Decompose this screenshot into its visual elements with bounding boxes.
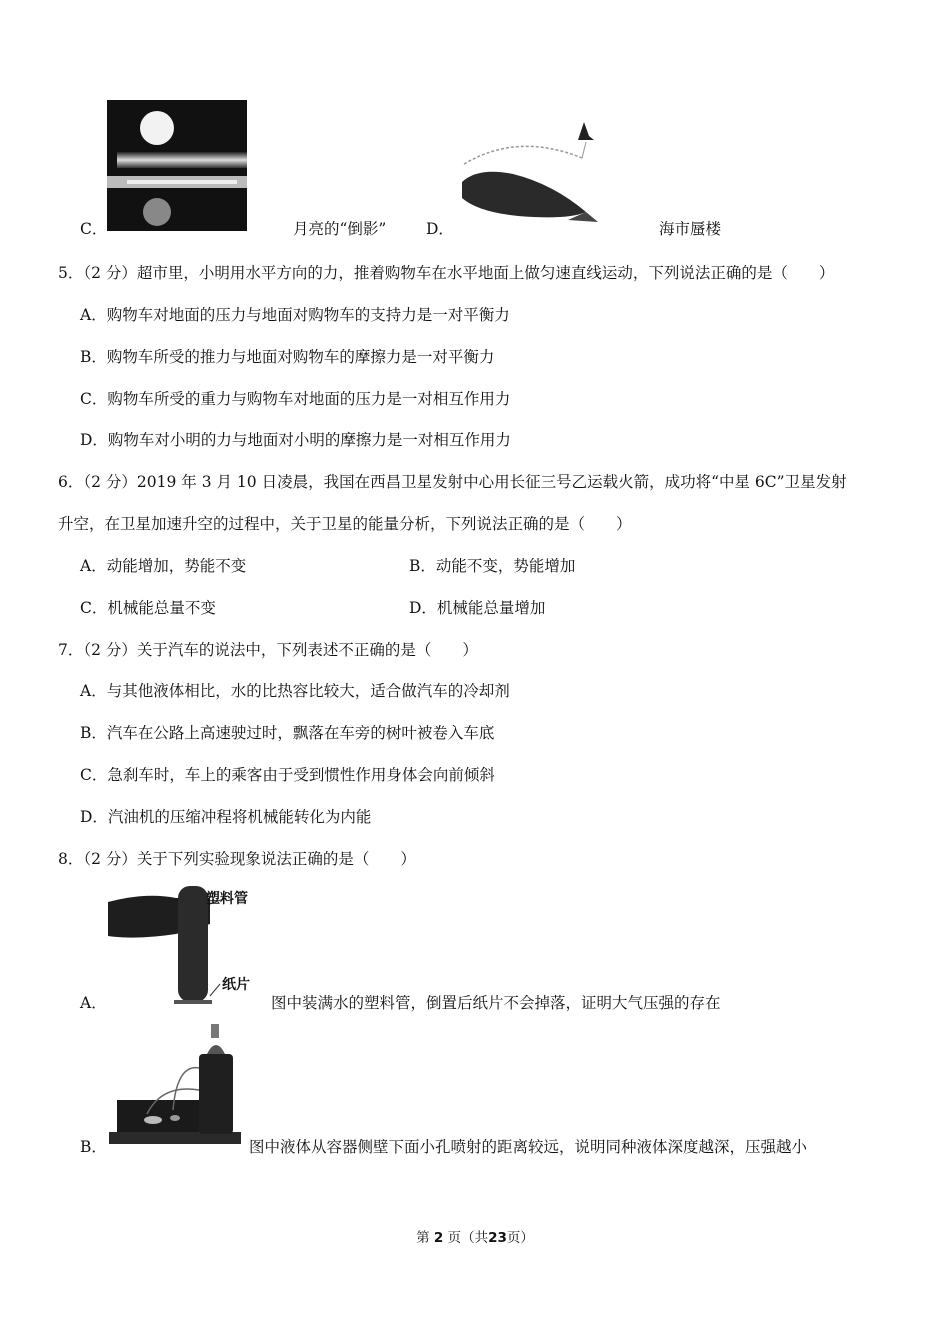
footer-mid: 页（共 [447, 1230, 489, 1246]
q7-option-c: C．急刹车时，车上的乘客由于受到惯性作用身体会向前倾斜 [80, 766, 495, 784]
plastic-tube-figure [106, 884, 266, 1006]
water-jet-container-figure [107, 1022, 243, 1146]
paper-label: 纸片 [222, 977, 250, 993]
q6-option-d: D．机械能总量增加 [409, 599, 546, 617]
q5-option-b: B．购物车所受的推力与地面对购物车的摩擦力是一对平衡力 [80, 348, 495, 366]
q8-option-a-letter: A． [80, 994, 107, 1012]
q6-stem-cont: 升空，在卫星加速升空的过程中，关于卫星的能量分析，下列说法正确的是（ ） [58, 515, 632, 533]
page-footer [0, 1226, 950, 1246]
q5-option-c: C．购物车所受的重力与购物车对地面的压力是一对相互作用力 [80, 390, 511, 408]
q6-option-a: A．动能增加，势能不变 [80, 557, 247, 575]
footer-total-pages: 23 [488, 1230, 507, 1246]
q4-option-d-caption: 海市蜃楼 [659, 220, 722, 238]
q8-stem: 8．（2 分）关于下列实验现象说法正确的是（ ） [58, 850, 416, 868]
q4-option-d-letter: D． [426, 220, 454, 238]
q7-option-a: A．与其他液体相比，水的比热容比较大，适合做汽车的冷却剂 [80, 682, 510, 700]
q8-option-a-text: 图中装满水的塑料管，倒置后纸片不会掉落，证明大气压强的存在 [271, 994, 721, 1012]
q7-option-d: D．汽油机的压缩冲程将机械能转化为内能 [80, 808, 372, 826]
footer-pre: 第 [416, 1230, 430, 1246]
q8-option-b-letter: B． [80, 1138, 107, 1156]
plastic-tube-label: 塑料管 [206, 891, 248, 907]
q4-option-c-letter: C． [80, 220, 108, 238]
q5-option-a: A．购物车对地面的压力与地面对购物车的支持力是一对平衡力 [80, 306, 510, 324]
moon-reflection-figure [107, 100, 247, 231]
footer-post: 页） [506, 1230, 534, 1246]
q7-option-b: B．汽车在公路上高速驶过时，飘落在车旁的树叶被卷入车底 [80, 724, 495, 742]
q6-stem: 6．（2 分）2019 年 3 月 10 日凌晨，我国在西昌卫星发射中心用长征三号乙运载火箭，成功将“中星 6C”卫星发射 [58, 473, 847, 491]
q7-stem: 7．（2 分）关于汽车的说法中，下列表述不正确的是（ ） [58, 641, 478, 659]
q8-option-b-text: 图中液体从容器侧壁下面小孔喷射的距离较远，说明同种液体深度越深，压强越小 [249, 1138, 808, 1156]
q6-option-b: B．动能不变，势能增加 [409, 557, 576, 575]
q5-option-d: D．购物车对小明的力与地面对小明的摩擦力是一对相互作用力 [80, 431, 511, 449]
footer-page-number: 2 [433, 1230, 444, 1246]
q4-option-c-caption: 月亮的“倒影” [293, 220, 387, 238]
q5-stem: 5．（2 分）超市里，小明用水平方向的力，推着购物车在水平地面上做匀速直线运动，下列说法正确的是（ ） [58, 264, 835, 282]
q6-option-c: C．机械能总量不变 [80, 599, 216, 617]
mirage-figure [458, 112, 603, 232]
